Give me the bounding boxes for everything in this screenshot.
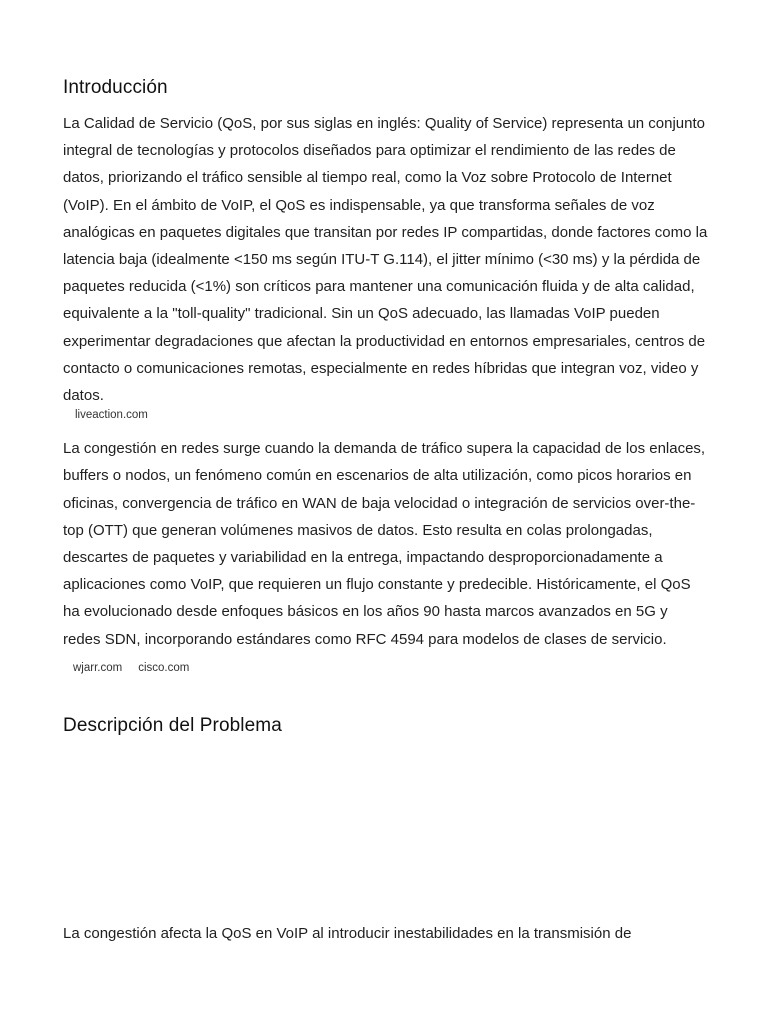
- intro-paragraph: La Calidad de Servicio (QoS, por sus siglas en inglés: Quality of Service) representa un conjunto integral de tecnologías y protocolos diseñados para optimizar el rendimiento de las redes de datos, priorizando el tráfico sensible al tiempo real, como la Voz sobre Protocolo de Internet (VoIP). En el ámbito de VoIP, el QoS es indispensable, ya que transforma señales de voz analógicas en paquetes digitales que transitan por redes IP compartidas, donde factores como la latencia baja (idealmente <150 ms según ITU-T G.114), el jitter mínimo (<30 ms) y la pérdida de paquetes reducida (<1%) son críticos para mantener una comunicación fluida y de alta calidad, equivalente a la "toll-quality" tradicional. Sin un QoS adecuado, las llamadas VoIP pueden experimentar degradaciones que afectan la productividad en entornos empresariales, centros de contacto o comunicaciones remotas, especialmente en redes híbridas que integran voz, video y datos.: [63, 115, 708, 405]
- source-link-cisco[interactable]: cisco.com: [138, 661, 190, 674]
- congestion-paragraph: [63, 435, 708, 680]
- source-citation-line: [63, 405, 708, 425]
- blank-content-area: [63, 742, 708, 920]
- congestion-paragraph-text: La congestión en redes surge cuando la demanda de tráfico supera la capacidad de los enlaces, buffers o nodos, un fenómeno común en escenarios de alta utilización, como picos horarios en oficinas, convergencia de tráfico en WAN de baja velocidad o integración de servicios over-the-top (OTT) que generan volúmenes masivos de datos. Esto resulta en colas prolongadas, descartes de paquetes y variabilidad en la entrega, impactando desproporcionadamente a aplicaciones como VoIP, que requieren un flujo constante y predecible. Históricamente, el QoS ha evolucionado desde enfoques básicos en los años 90 hasta marcos avanzados en 5G y redes SDN, incorporando estándares como RFC 4594 para modelos de clases de servicio.: [63, 440, 706, 648]
- source-link-liveaction[interactable]: liveaction.com: [75, 409, 148, 422]
- cutoff-mask: [63, 948, 708, 960]
- problem-paragraph-container: [63, 920, 708, 960]
- section-heading-problema: Descripción del Problema: [63, 715, 282, 737]
- article-content: [63, 72, 708, 960]
- problem-paragraph: La congestión afecta la QoS en VoIP al introducir inestabilidades en la transmisión de: [63, 925, 632, 943]
- section-heading-introduccion: Introducción: [63, 77, 168, 98]
- source-link-wjarr[interactable]: wjarr.com: [73, 661, 123, 674]
